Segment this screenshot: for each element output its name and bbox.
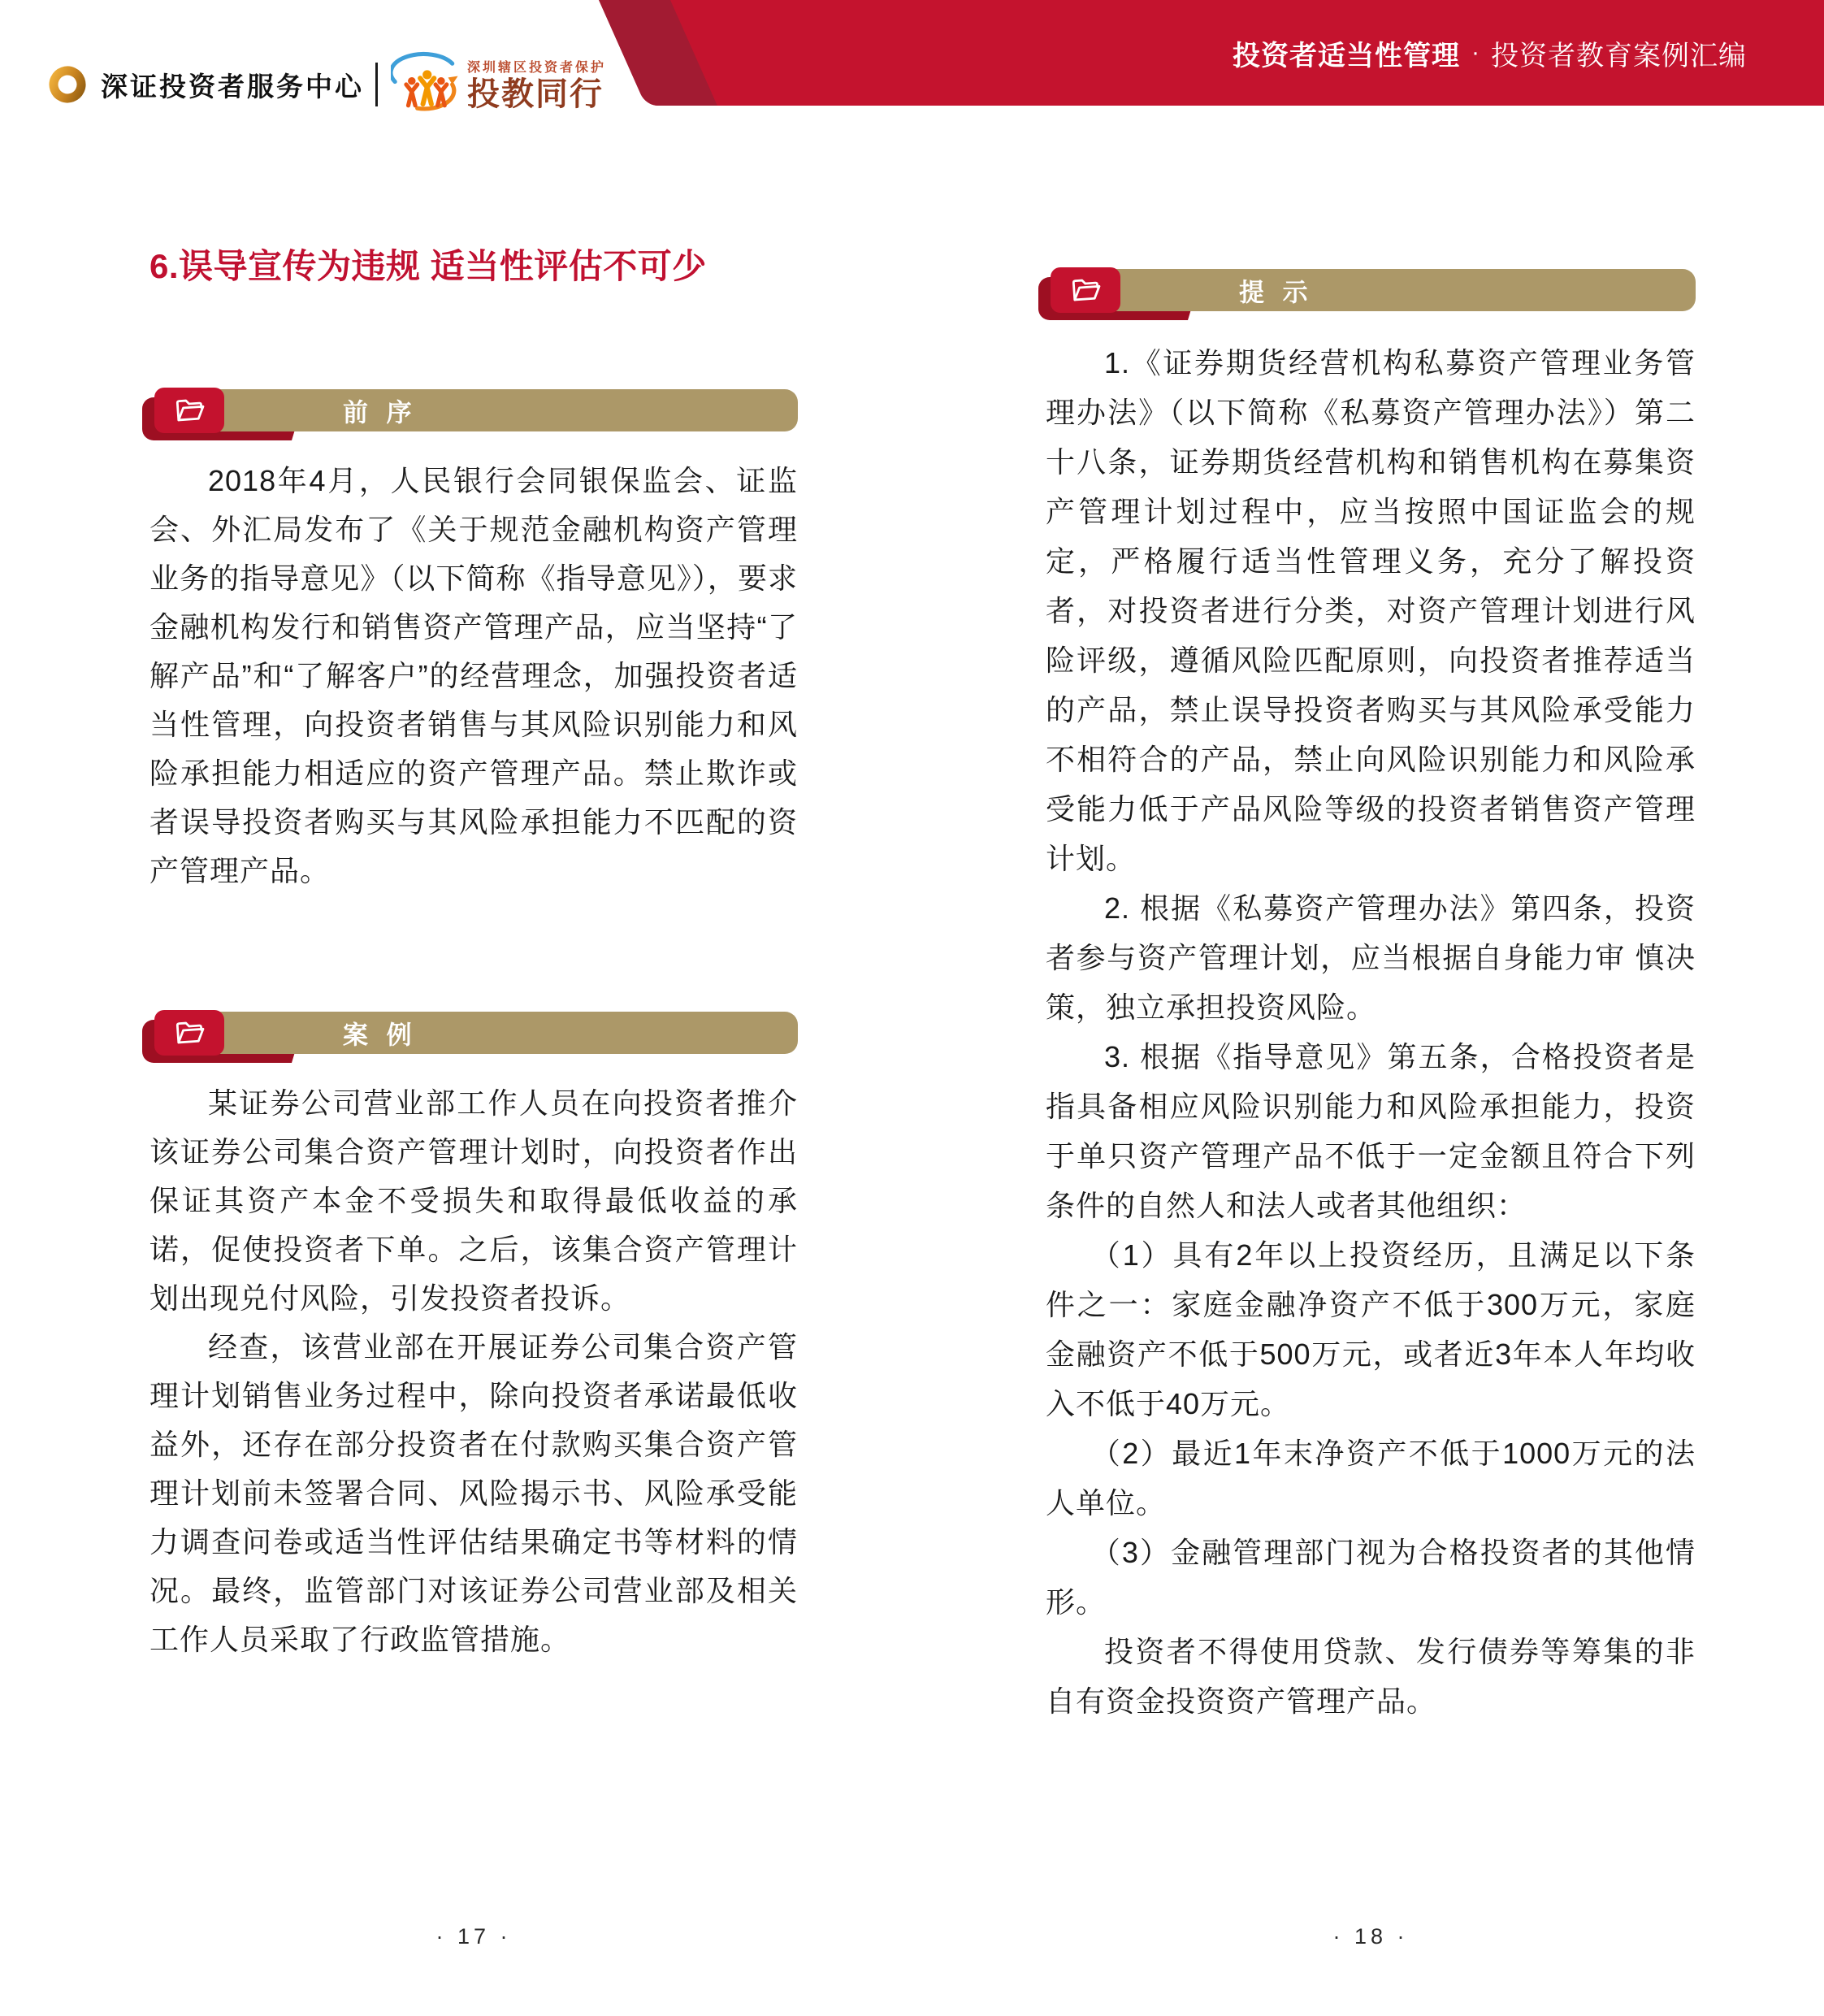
folder-badge xyxy=(154,388,224,433)
section-label: 提 示 xyxy=(1239,278,1314,307)
band-title-regular: 投资者教育案例汇编 xyxy=(1491,40,1747,72)
tips-paragraph: 1.《证券期货经营机构私募资产管理业务管理办法》（以下简称《私募资产管理办法》）第二十八条，证券期货经营机构和销售机构在募集资产管理计划过程中，应当按照中国证监会的规定，严格履行适当性管理义务，充分了解投资者，对投资者进行分类，对资产管理计划进行风险评级，遵循风险匹配原则，向投资者推荐适当的产品，禁止误导投资者购买与其风险承受能力不相符合的产品，禁止向风险识别能力和风险承受能力低于产品风险等级的投资者销售资产管理计划。 xyxy=(1046,346,1696,875)
brand-separator xyxy=(375,63,378,106)
band-title-bold: 投资者适当性管理 xyxy=(1233,40,1460,72)
header-band-title xyxy=(1233,0,1747,106)
case-paragraph: 某证券公司营业部工作人员在向投资者推介该证券公司集合资产管理计划时，向投资者作出保证其资产本金不受损失和取得最低收益的承诺，促使投资者下单。之后，该集合资产管理计划出现兑付风险，引发投资者投诉。 xyxy=(149,1086,798,1315)
header-band-dark-stripe xyxy=(599,0,717,106)
band-title-dot: · xyxy=(1471,39,1480,66)
tips-paragraph: 2. 根据《私募资产管理办法》第四条，投资者参与资产管理计划，应当根据自身能力审 慎决策，独立承担投资风险。 xyxy=(1046,891,1696,1024)
article-title: 6.误导宣传为违规 适当性评估不可少 xyxy=(149,247,707,285)
folder-badge xyxy=(1051,267,1120,313)
protection-logo-text xyxy=(467,57,606,113)
section-header-bar xyxy=(206,389,798,431)
page-number-left: · 17 · xyxy=(435,1924,512,1949)
tips-paragraph: 投资者不得使用贷款、发行债券等筹集的非自有资金投资资产管理产品。 xyxy=(1046,1635,1696,1718)
protection-logo-large-text: 投教同行 xyxy=(467,76,604,112)
section-header-bar xyxy=(206,1012,798,1054)
section-label: 前 序 xyxy=(343,398,418,427)
open-folder-icon xyxy=(170,392,210,427)
people-swoosh-logo-icon xyxy=(391,50,461,119)
open-folder-icon xyxy=(170,1015,210,1050)
section-header-case xyxy=(149,1011,798,1055)
section-header-preface xyxy=(149,388,798,432)
section-label: 案 例 xyxy=(343,1021,418,1050)
brand-area xyxy=(47,46,606,124)
preface-paragraph: 2018年4月，人民银行会同银保监会、证监会、外汇局发布了《关于规范金融机构资产管理业务的指导意见》（以下简称《指导意见》），要求金融机构发行和销售资产管理产品，应当坚持“了解产品”和“了解客户”的经营理念，加强投资者适当性管理，向投资者销售与其风险识别能力和风险承担能力相适应的资产管理产品。禁止欺诈或者误导投资者购买与其风险承担能力不匹配的资产管理产品。 xyxy=(149,464,798,887)
tips-paragraph: 3. 根据《指导意见》第五条，合格投资者是指具备相应风险识别能力和风险承担能力，投资于单只资产管理产品不低于一定金额且符合下列条件的自然人和法人或者其他组织： xyxy=(1046,1040,1696,1222)
right-page-column xyxy=(1046,268,1696,1726)
brand-name: 深证投资者服务中心 xyxy=(101,71,364,102)
folder-badge xyxy=(154,1010,224,1056)
tips-paragraph: （3）金融管理部门视为合格投资者的其他情形。 xyxy=(1046,1536,1696,1619)
case-paragraph: 经查，该营业部在开展证券公司集合资产管理计划销售业务过程中，除向投资者承诺最低收益外，还存在部分投资者在付款购买集合资产管理计划前未签署合同、风险揭示书、风险承受能力调查问卷或适当性评估结果确定书等材料的情况。最终，监管部门对该证券公司营业部及相关工作人员采取了行政监管措施。 xyxy=(149,1330,798,1656)
gold-ring-icon xyxy=(47,64,88,105)
page-number-right: · 18 · xyxy=(1332,1924,1409,1949)
open-folder-icon xyxy=(1066,272,1106,307)
left-page-column xyxy=(149,244,798,1664)
section-header-bar xyxy=(1103,269,1696,311)
tips-paragraph: （1）具有2年以上投资经历，且满足以下条件之一：家庭金融净资产不低于300万元，家庭金融资产不低于500万元，或者近3年本人年均收入不低于40万元。 xyxy=(1046,1238,1696,1420)
section-header-tips xyxy=(1046,268,1696,312)
tips-paragraph: （2）最近1年末净资产不低于1000万元的法人单位。 xyxy=(1046,1437,1696,1520)
protection-logo-small-text: 深圳辖区投资者保护 xyxy=(467,60,607,75)
